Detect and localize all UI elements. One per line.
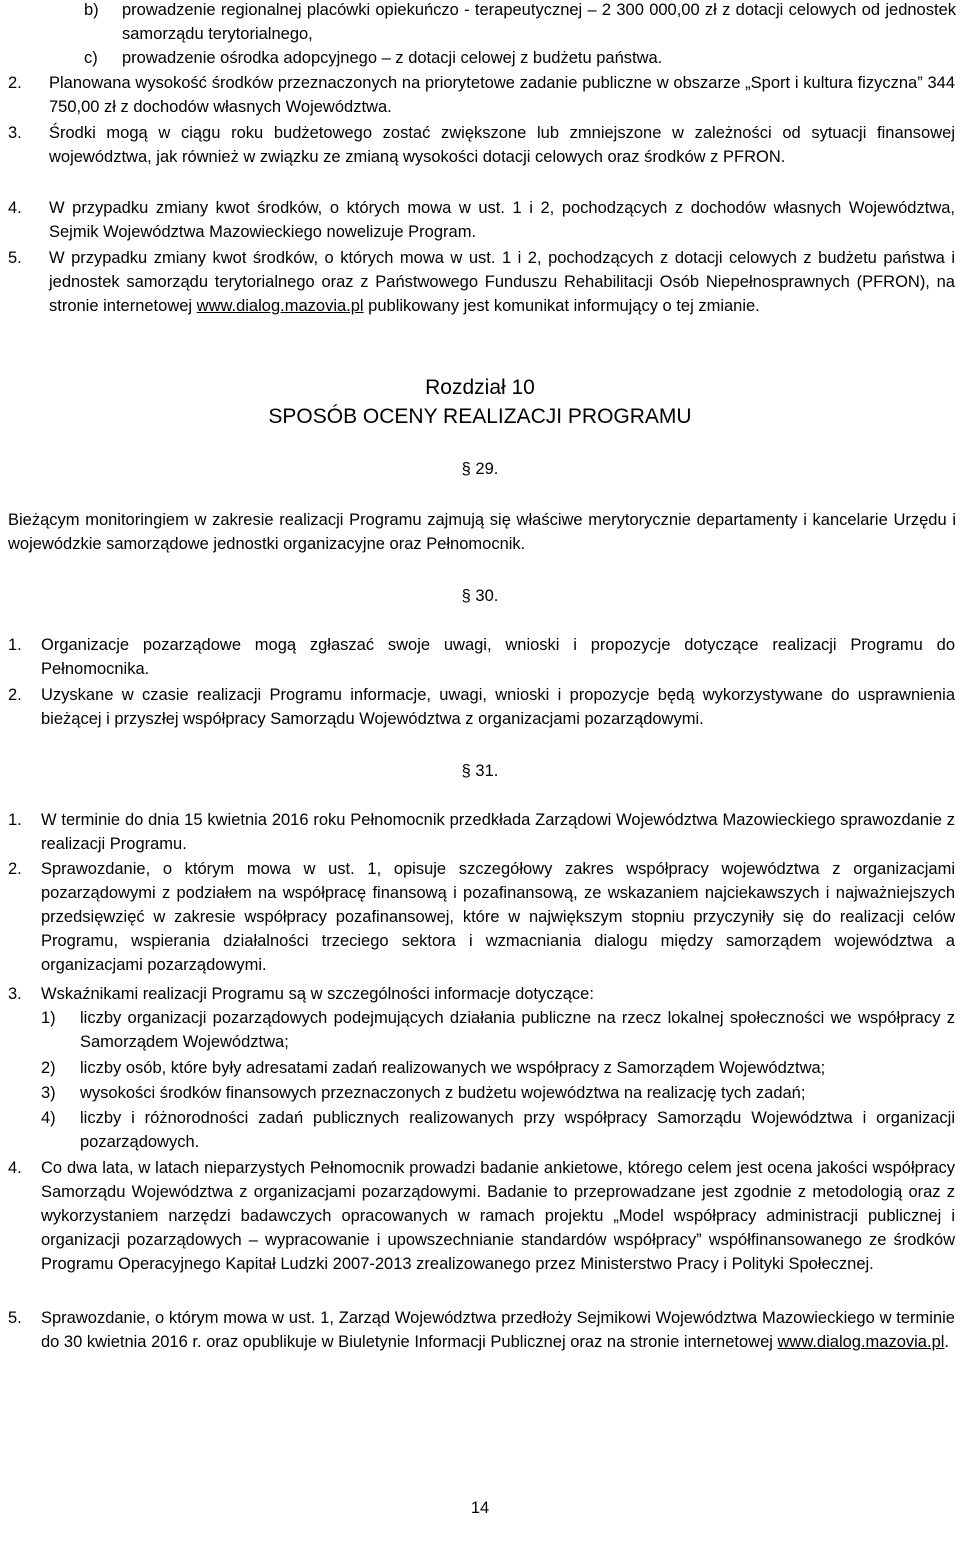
list-item	[0, 121, 960, 196]
item-marker: 4.	[8, 199, 22, 217]
top-numbered-list	[0, 71, 960, 246]
item-text: Uzyskane w czasie realizacji Programu informacje, uwagi, wnioski i propozycje będą wykorzystywane do usprawnienia bieżącej i przyszłej współpracy Samorządu Województwa z organizacjami pozarządowymi.	[41, 686, 955, 728]
list-item	[0, 808, 960, 857]
item-text: Środki mogą w ciągu roku budżetowego zostać zwiększone lub zmniejszone w zależności od sytuacji finansowej województwa, jak również w związku ze zmianą wysokości dotacji celowych oraz środków z PFRON.	[49, 124, 955, 166]
subitem-marker: 2)	[41, 1059, 56, 1077]
subitem-marker: 1)	[41, 1009, 56, 1027]
chapter-number: Rozdział 10	[425, 376, 535, 399]
chapter-title: SPOSÓB OCENY REALIZACJI PROGRAMU	[268, 405, 692, 428]
section-paragraph: Bieżącym monitoringiem w zakresie realizacji Programu zajmują się właściwe merytorycznie departamenty i kancelarie Urzędu i wojewódzkie samorządowe jednostki organizacyjne oraz Pełnomocnik.	[8, 511, 956, 553]
item-text-part: publikowany jest komunikat informujący o tej zmianie.	[363, 297, 760, 315]
subitem-marker: 4)	[41, 1109, 56, 1127]
item-text-part: .	[944, 1333, 950, 1351]
list-subitem	[0, 1006, 960, 1056]
list-item	[0, 196, 960, 246]
item-marker: b)	[84, 1, 99, 19]
section-list	[0, 808, 960, 1381]
item-marker: 2.	[8, 74, 22, 92]
subitem-text: liczby organizacji pozarządowych podejmujących działania publiczne na rzecz lokalnej społeczności we współpracy z Samorządem Województwa;	[80, 1009, 955, 1051]
item-marker: 1.	[8, 811, 22, 829]
item-marker: 5.	[8, 1309, 22, 1327]
list-item	[0, 1156, 960, 1306]
item-text: Co dwa lata, w latach nieparzystych Pełnomocnik prowadzi badanie ankietowe, którego celem jest ocena jakości współpracy Samorządu Województwa z organizacjami pozarządowymi. Badanie to przeprowadzane jest zgodnie z metodologią oraz z wykorzystaniem narzędzi badawczych opracowanych w ramach projektu „Model współpracy administracji publicznej i organizacji pozarządowych – wypracowanie i upowszechnianie standardów współpracy” współfinansowanego ze środków Programu Operacyjnego Kapitał Ludzki 2007-2013 zrealizowanego przez Ministerstwo Pracy i Polityki Społecznej.	[41, 1159, 955, 1273]
item-text: Planowana wysokość środków przeznaczonych na priorytetowe zadanie publiczne w obszarze „Sport i kultura fizyczna” 344 750,00 zł z dochodów własnych Województwa.	[49, 74, 955, 116]
section-list	[0, 633, 960, 733]
item-text: Sprawozdanie, o którym mowa w ust. 1, opisuje szczegółowy zakres współpracy województwa z organizacjami pozarządowymi z podziałem na współpracę finansową i pozafinansową, ze wskazaniem najciekawszych i najważniejszych przedsięwzięć w zakresie współpracy pozafinansowej, które w największym stopniu przyczyniły się do realizacji celów Programu, wspierania działalności trzeciego sektora i wzmacniania dialogu między samorządem województwa a organizacjami pozarządowymi.	[41, 860, 955, 974]
list-item	[0, 857, 960, 982]
list-item	[0, 982, 960, 1006]
section-heading: § 30.	[461, 587, 499, 605]
list-item	[0, 633, 960, 683]
item-text: Organizacje pozarządowe mogą zgłaszać swoje uwagi, wnioski i propozycje dotyczące realizacji Programu do Pełnomocnika.	[41, 636, 955, 678]
item-text-part: Sprawozdanie, o którym mowa w ust. 1, Zarząd Województwa przedłoży Sejmikowi Województwa Mazowieckiego w terminie do 30 kwietnia 2016 r. oraz opublikuje w Biuletynie Informacji Publicznej oraz na stronie internetowej	[41, 1309, 955, 1351]
item-text	[41, 1306, 955, 1354]
item-text: W przypadku zmiany kwot środków, o których mowa w ust. 1 i 2, pochodzących z dochodów własnych Województwa, Sejmik Województwa Mazowieckiego nowelizuje Program.	[49, 199, 955, 241]
item-marker: 5.	[8, 249, 22, 267]
section-heading: § 31.	[461, 762, 499, 780]
item-text	[49, 246, 955, 318]
dialog-mazovia-link[interactable]: www.dialog.mazovia.pl	[777, 1333, 945, 1351]
item-marker: 1.	[8, 636, 22, 654]
subitem-marker: 3)	[41, 1084, 56, 1102]
item-marker: 3.	[8, 985, 22, 1003]
subitem-text: wysokości środków finansowych przeznaczonych z budżetu województwa na realizację tych zadań;	[80, 1084, 806, 1102]
list-item	[0, 71, 960, 121]
list-item	[0, 683, 960, 733]
item-marker: c)	[84, 49, 98, 67]
page-number: 14	[470, 1499, 490, 1517]
list-subitem	[0, 1081, 960, 1106]
item-text: prowadzenie regionalnej placówki opiekuńczo - terapeutycznej – 2 300 000,00 zł z dotacji celowych od jednostek samorządu terytorialnego,	[122, 1, 956, 43]
subitem-text: liczby osób, które były adresatami zadań realizowanych we współpracy z Samorządem Województwa;	[80, 1059, 826, 1077]
dialog-mazovia-link[interactable]: www.dialog.mazovia.pl	[196, 297, 364, 315]
item-marker: 2.	[8, 860, 22, 878]
subitem-text: liczby i różnorodności zadań publicznych realizowanych przy współpracy Samorządu Województwa i organizacji pozarządowych.	[80, 1109, 955, 1151]
list-item	[0, 46, 960, 70]
list-item	[0, 246, 960, 346]
item-text: Wskaźnikami realizacji Programu są w szczególności informacje dotyczące:	[41, 985, 594, 1003]
item-marker: 3.	[8, 124, 22, 142]
item-text: prowadzenie ośrodka adopcyjnego – z dotacji celowej z budżetu państwa.	[122, 49, 663, 67]
item-text-part: W przypadku zmiany kwot środków, o których mowa w ust. 1 i 2, pochodzących z dotacji celowych z budżetu państwa i jednostek samorządu terytorialnego oraz z Państwowego Funduszu Rehabilitacji Osób Niepełnosprawnych (PFRON), na stronie internetowej	[49, 249, 955, 315]
list-item	[0, 1306, 960, 1381]
item-marker: 2.	[8, 686, 22, 704]
top-lettered-list	[0, 0, 960, 70]
section-heading: § 29.	[461, 460, 499, 478]
item-text: W terminie do dnia 15 kwietnia 2016 roku Pełnomocnik przedkłada Zarządowi Województwa Mazowieckiego sprawozdanie z realizacji Programu.	[41, 811, 955, 853]
list-item	[0, 0, 960, 46]
list-subitem	[0, 1056, 960, 1081]
list-subitem	[0, 1106, 960, 1156]
item-marker: 4.	[8, 1159, 22, 1177]
